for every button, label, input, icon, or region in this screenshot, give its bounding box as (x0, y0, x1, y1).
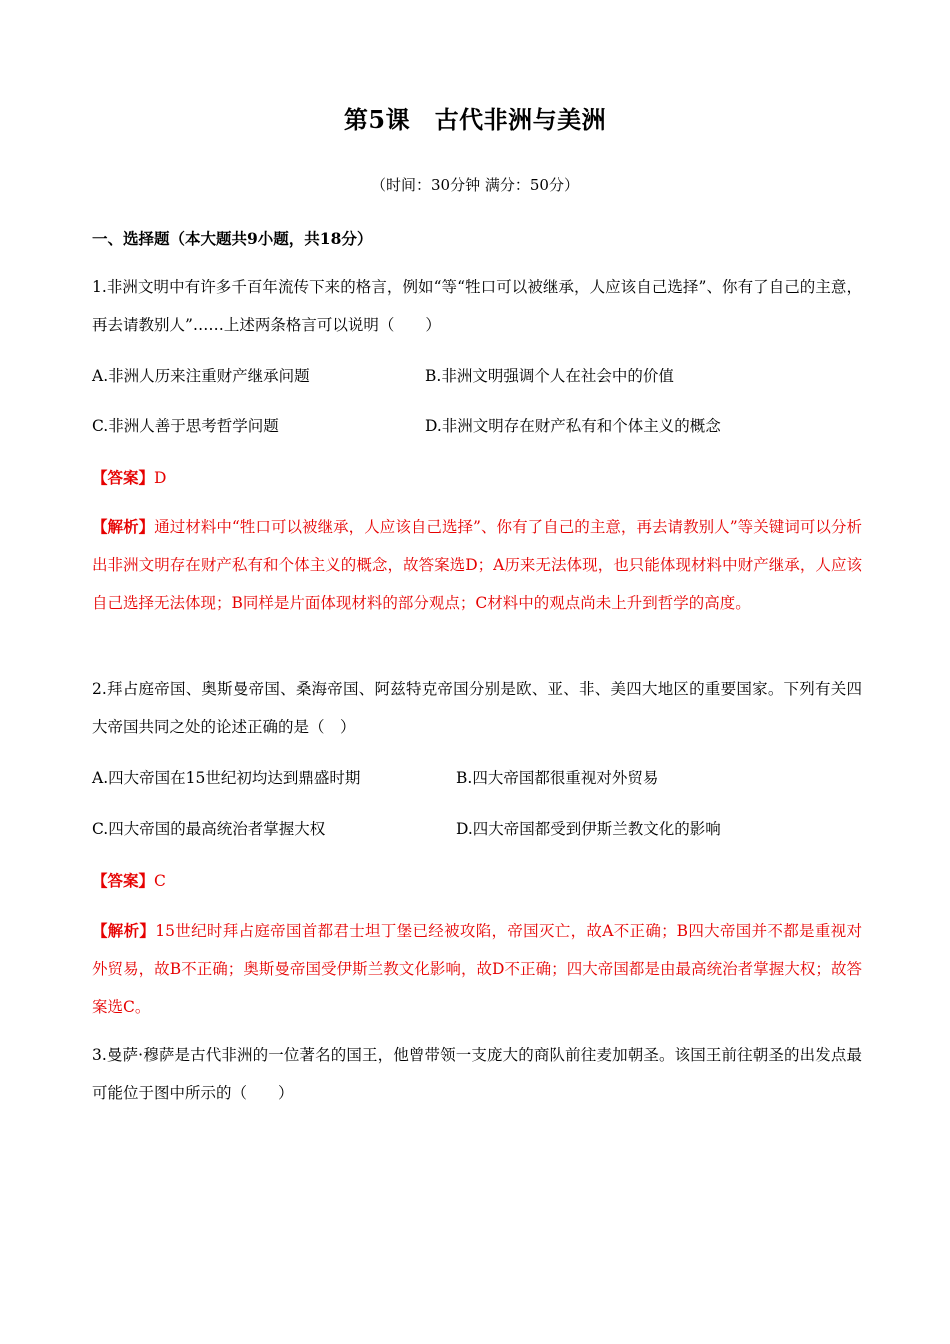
question-2-option-b: B.四大帝国都很重视对外贸易 (456, 769, 659, 787)
question-2-option-a: A.四大帝国在15世纪初均达到鼎盛时期 (92, 769, 361, 787)
question-1-analysis (92, 508, 862, 622)
analysis-text: 15世纪时拜占庭帝国首都君士坦丁堡已经被攻陷，帝国灭亡，故A不正确；B四大帝国并不都是重视对外贸易，故B不正确；奥斯曼帝国受伊斯兰教文化影响，故D不正确；四大帝国都是由最高统治者掌握大权；故答案选C。 (92, 922, 862, 1016)
answer-label: 【答案】 (92, 468, 155, 487)
question-1-option-c: C.非洲人善于思考哲学问题 (92, 417, 279, 435)
section-heading: 一、选择题（本大题共9小题，共18分） (92, 229, 373, 248)
analysis-label: 【解析】 (92, 921, 156, 940)
answer-value: C (154, 872, 166, 890)
question-2-analysis (92, 912, 862, 1026)
question-1-stem: 1.非洲文明中有许多千百年流传下来的格言，例如“等“牲口可以被继承，人应该自己选择”、你有了自己的主意，再去请教别人”……上述两条格言可以说明（ ） (92, 278, 862, 334)
page-title: 第5课 古代非洲与美洲 (343, 105, 607, 134)
question-2-option-c: C.四大帝国的最高统治者掌握大权 (92, 820, 326, 838)
question-1-option-b: B.非洲文明强调个人在社会中的价值 (425, 367, 674, 385)
question-1-answer (92, 466, 166, 490)
question-1-option-d: D.非洲文明存在财产私有和个体主义的概念 (425, 417, 721, 435)
question-2-stem: 2.拜占庭帝国、奥斯曼帝国、桑海帝国、阿兹特克帝国分别是欧、亚、非、美四大地区的重要国家。下列有关四大帝国共同之处的论述正确的是（ ） (92, 680, 862, 736)
question-1-option-a: A.非洲人历来注重财产继承问题 (92, 367, 310, 385)
exam-time-info: （时间：30分钟 满分：50分） (371, 176, 579, 194)
question-3-stem: 3.曼萨·穆萨是古代非洲的一位著名的国王，他曾带领一支庞大的商队前往麦加朝圣。该国王前往朝圣的出发点最可能位于图中所示的（ ） (92, 1046, 862, 1102)
question-2-option-d: D.四大帝国都受到伊斯兰教文化的影响 (456, 820, 721, 838)
analysis-label: 【解析】 (92, 517, 155, 536)
question-2-answer (92, 869, 166, 893)
analysis-text: 通过材料中“牲口可以被继承，人应该自己选择”、你有了自己的主意，再去请教别人”等关键词可以分析出非洲文明存在财产私有和个体主义的概念，故答案选D；A历来无法体现，也只能体现材料中财产继承，人应该自己选择无法体现；B同样是片面体现材料的部分观点；C材料中的观点尚未上升到哲学的高度。 (92, 518, 862, 612)
answer-label: 【答案】 (92, 871, 155, 890)
answer-value: D (154, 469, 167, 487)
